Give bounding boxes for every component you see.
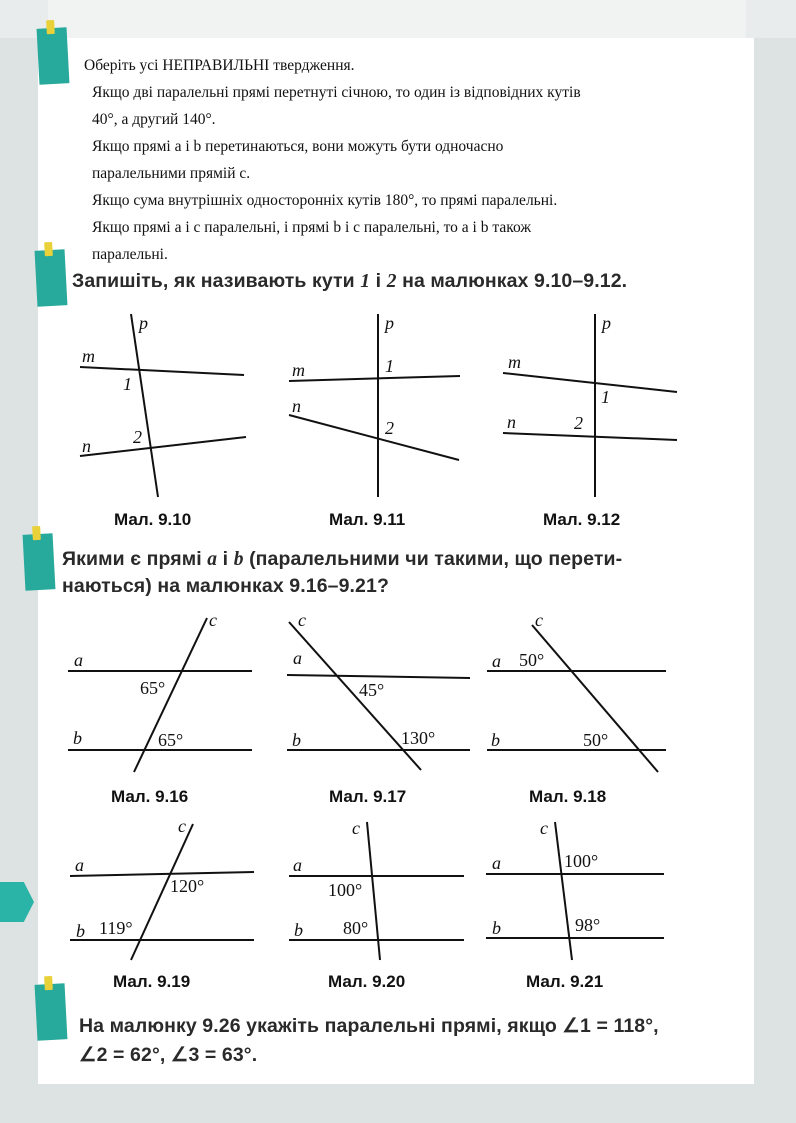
- line-c: [555, 822, 572, 960]
- angle-number-2: 2: [386, 271, 397, 292]
- label-b: b: [292, 730, 301, 750]
- label-b: b: [73, 728, 82, 748]
- q4-line-1: На малюнку 9.26 укажіть паралельні прямі, якщо ∠1 = 118°,: [79, 1015, 659, 1037]
- line-b-symbol: b: [233, 549, 244, 570]
- q3-text: (паралельними чи такими, що перети-: [243, 548, 623, 570]
- q2-text: і: [370, 270, 387, 292]
- figure-caption: Мал. 9.17: [329, 787, 407, 806]
- figure-caption: Мал. 9.10: [114, 510, 192, 529]
- q2-text: Запишіть, як називають кути: [72, 270, 361, 292]
- label-p: p: [139, 313, 148, 333]
- angle-label-top: 100°: [328, 880, 363, 900]
- angle-label-bottom: 119°: [99, 918, 133, 938]
- angle-label-2: 2: [133, 427, 142, 447]
- label-a: a: [492, 853, 501, 873]
- angle-label-top: 50°: [519, 650, 545, 670]
- figure-caption: Мал. 9.12: [543, 510, 621, 529]
- angle-number-1: 1: [360, 271, 371, 292]
- label-b: b: [294, 920, 303, 940]
- figure-caption: Мал. 9.18: [529, 787, 607, 806]
- angle-label-1: 1: [601, 387, 610, 407]
- label-n: n: [292, 396, 301, 416]
- statement-line: паралельними прямій c.: [92, 165, 251, 182]
- figure-caption: Мал. 9.16: [111, 787, 189, 806]
- question-1-instruction: Оберіть усі НЕПРАВИЛЬНІ твердження.: [84, 57, 355, 74]
- label-m: m: [508, 352, 521, 372]
- q3-text: і: [217, 548, 234, 570]
- label-c: c: [209, 610, 217, 630]
- statement-line: 40°, а другий 140°.: [92, 111, 216, 128]
- label-c: c: [298, 610, 306, 630]
- statement-line: Якщо прямі a і c паралельні, і прямі b і c паралельні, то a і b також: [92, 219, 532, 236]
- label-c: c: [178, 816, 186, 836]
- label-c: c: [352, 818, 360, 838]
- figure-caption: Мал. 9.11: [329, 510, 406, 529]
- angle-label-bottom: 80°: [343, 918, 369, 938]
- label-n: n: [507, 412, 516, 432]
- label-a: a: [293, 648, 302, 668]
- label-c: c: [540, 818, 548, 838]
- angle-label-bottom: 98°: [575, 915, 601, 935]
- statement-line: Якщо прямі a і b перетинаються, вони можуть бути одночасно: [92, 138, 504, 155]
- q4-line-2: ∠2 = 62°, ∠3 = 63°.: [79, 1044, 258, 1066]
- angle-label-bottom: 50°: [583, 730, 609, 750]
- angle-label-2: 2: [385, 418, 394, 438]
- angle-label-1: 1: [385, 356, 394, 376]
- label-b: b: [491, 730, 500, 750]
- label-b: b: [492, 918, 501, 938]
- angle-label-top: 45°: [359, 680, 385, 700]
- angle-label-1: 1: [123, 374, 132, 394]
- q3-line-2: наються) на малюнках 9.16–9.21?: [62, 575, 389, 597]
- label-p: p: [385, 313, 394, 333]
- statement-line: Якщо сума внутрішніх односторонніх кутів 180°, то прямі паралельні.: [92, 192, 558, 209]
- q2-text: на малюнках 9.10–9.12.: [396, 270, 628, 292]
- angle-label-top: 120°: [170, 876, 205, 896]
- angle-label-top: 65°: [140, 678, 166, 698]
- label-a: a: [74, 650, 83, 670]
- angle-label-bottom: 130°: [401, 728, 436, 748]
- q3-text: Якими є прямі: [62, 548, 208, 570]
- label-a: a: [293, 855, 302, 875]
- label-m: m: [82, 346, 95, 366]
- figure-caption: Мал. 9.21: [526, 972, 604, 991]
- statement-line: Якщо дві паралельні прямі перетнуті січною, то один із відповідних кутів: [92, 84, 581, 101]
- figure-caption: Мал. 9.19: [113, 972, 191, 991]
- label-b: b: [76, 921, 85, 941]
- figure-caption: Мал. 9.20: [328, 972, 406, 991]
- angle-label-bottom: 65°: [158, 730, 184, 750]
- label-p: p: [602, 313, 611, 333]
- label-n: n: [82, 436, 91, 456]
- line-a-symbol: a: [207, 549, 218, 570]
- question-4-heading: [79, 1012, 659, 1070]
- label-m: m: [292, 360, 305, 380]
- label-a: a: [75, 855, 84, 875]
- angle-label-top: 100°: [564, 851, 599, 871]
- statement-line: паралельні.: [92, 246, 168, 263]
- label-a: a: [492, 651, 501, 671]
- angle-label-2: 2: [574, 413, 583, 433]
- label-c: c: [535, 610, 543, 630]
